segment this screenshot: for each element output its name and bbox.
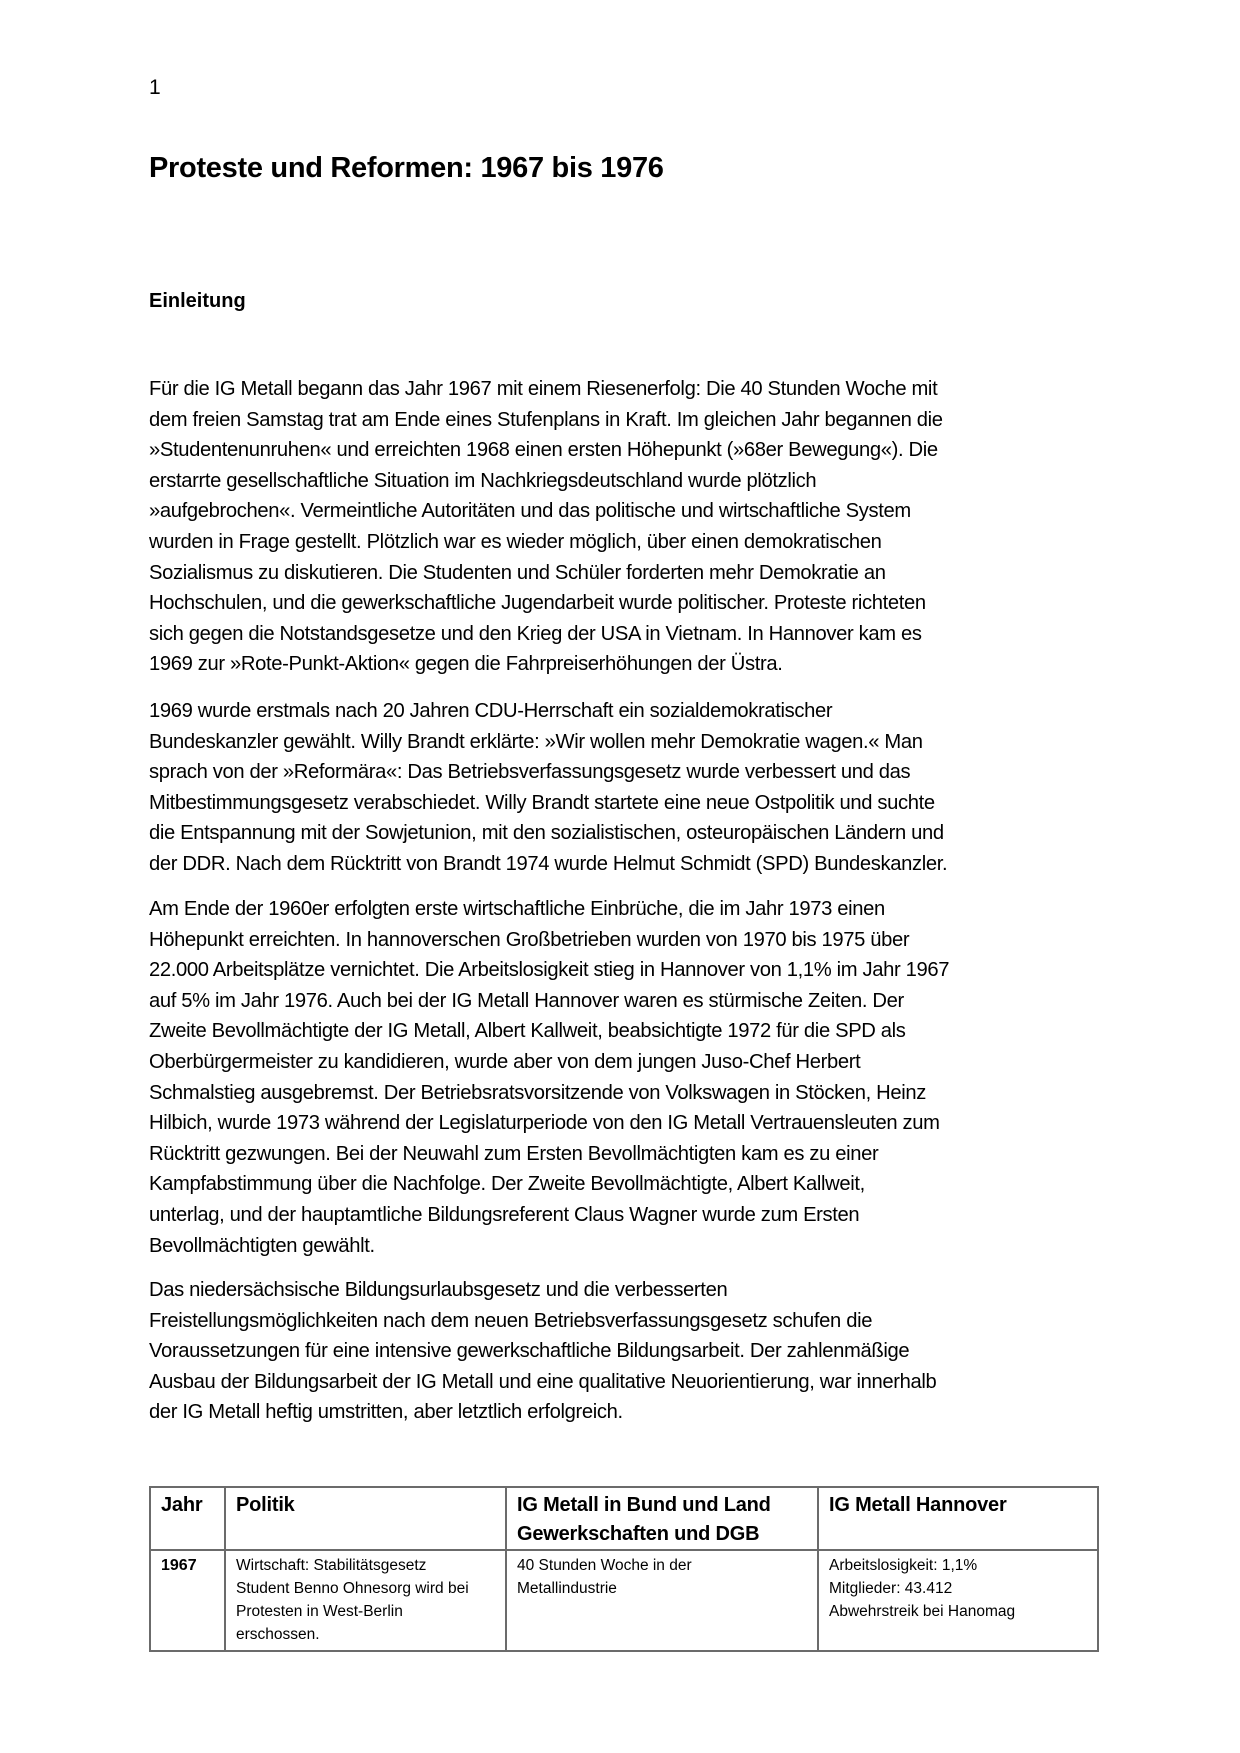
cell-line: Arbeitslosigkeit: 1,1% (829, 1557, 978, 1574)
text-line: Zweite Bevollmächtigte der IG Metall, Albert Kallweit, beabsichtigte 1972 für die SPD als (149, 1020, 906, 1043)
cell-line: 40 Stunden Woche in der (517, 1557, 692, 1574)
cell-line: Protesten in West-Berlin (236, 1603, 403, 1620)
text-line: unterlag, und der hauptamtliche Bildungsreferent Claus Wagner wurde zum Ersten (149, 1203, 860, 1226)
text-line: erstarrte gesellschaftliche Situation im Nachkriegsdeutschland wurde plötzlich (149, 469, 817, 492)
cell-line: erschossen. (236, 1626, 320, 1643)
paragraph-2 (149, 696, 1099, 880)
header-politik: Politik (225, 1487, 506, 1550)
paragraph-3 (149, 894, 1099, 1261)
cell-bund (506, 1550, 818, 1651)
text-line: Voraussetzungen für eine intensive gewerkschaftliche Bildungsarbeit. Der zahlenmäßige (149, 1340, 910, 1363)
cell-line: Student Benno Ohnesorg wird bei (236, 1580, 469, 1597)
text-line: »aufgebrochen«. Vermeintliche Autoritäten und das politische und wirtschaftliche System (149, 500, 911, 523)
text-line: 1969 wurde erstmals nach 20 Jahren CDU-Herrschaft ein sozialdemokratischer (149, 700, 833, 722)
text-line: der DDR. Nach dem Rücktritt von Brandt 1974 wurde Helmut Schmidt (SPD) Bundeskanzler. (149, 852, 948, 875)
page-title: Proteste und Reformen: 1967 bis 1976 (149, 152, 664, 184)
text-line: Mitbestimmungsgesetz verabschiedet. Willy Brandt startete eine neue Ostpolitik und suchte (149, 791, 935, 814)
text-line: Höhepunkt erreichten. In hannoverschen Großbetrieben wurden von 1970 bis 1975 über (149, 928, 910, 951)
cell-politik (225, 1550, 506, 1651)
paragraph-1 (149, 374, 1099, 680)
text-line: Freistellungsmöglichkeiten nach dem neuen Betriebsverfassungsgesetz schufen die (149, 1309, 873, 1332)
cell-line: Wirtschaft: Stabilitätsgesetz (236, 1557, 427, 1574)
text-line: Oberbürgermeister zu kandidieren, wurde aber von dem jungen Juso-Chef Herbert (149, 1050, 861, 1073)
text-line: die Entspannung mit der Sowjetunion, mit den sozialistischen, osteuropäischen Ländern und (149, 822, 944, 845)
text-line: Für die IG Metall begann das Jahr 1967 mit einem Riesenerfolg: Die 40 Stunden Woche mit (149, 378, 938, 400)
text-line: 22.000 Arbeitsplätze vernichtet. Die Arbeitslosigkeit stieg in Hannover von 1,1% im Jahr 1967 (149, 959, 950, 982)
text-line: Hilbich, wurde 1973 während der Legislaturperiode von den IG Metall Vertrauensleuten zum (149, 1112, 940, 1135)
timeline-table (149, 1486, 1099, 1652)
page-number: 1 (149, 76, 161, 99)
text-line: Sozialismus zu diskutieren. Die Studenten und Schüler forderten mehr Demokratie an (149, 561, 886, 584)
text-line: der IG Metall heftig umstritten, aber letztlich erfolgreich. (149, 1401, 623, 1424)
header-line: IG Metall in Bund und Land (517, 1494, 771, 1516)
header-ig-metall-hannover: IG Metall Hannover (818, 1487, 1098, 1550)
text-line: »Studentenunruhen« und erreichten 1968 einen ersten Höhepunkt (»68er Bewegung«). Die (149, 439, 938, 462)
text-line: auf 5% im Jahr 1976. Auch bei der IG Metall Hannover waren es stürmische Zeiten. Der (149, 989, 904, 1012)
text-line: Bevollmächtigten gewählt. (149, 1234, 375, 1257)
text-line: sprach von der »Reformära«: Das Betriebsverfassungsgesetz wurde verbessert und das (149, 761, 911, 784)
paragraph-4 (149, 1275, 1099, 1428)
text-line: Am Ende der 1960er erfolgten erste wirtschaftliche Einbrüche, die im Jahr 1973 einen (149, 898, 885, 920)
text-line: wurden in Frage gestellt. Plötzlich war es wieder möglich, über einen demokratischen (149, 530, 882, 553)
section-heading-einleitung: Einleitung (149, 290, 246, 312)
text-line: Das niedersächsische Bildungsurlaubsgesetz und die verbesserten (149, 1279, 728, 1301)
text-line: Bundeskanzler gewählt. Willy Brandt erklärte: »Wir wollen mehr Demokratie wagen.« Man (149, 730, 923, 753)
cell-line: Metallindustrie (517, 1580, 617, 1597)
cell-line: Abwehrstreik bei Hanomag (829, 1603, 1016, 1620)
text-line: Rücktritt gezwungen. Bei der Neuwahl zum Ersten Bevollmächtigten kam es zu einer (149, 1142, 879, 1165)
cell-line: Mitglieder: 43.412 (829, 1580, 953, 1597)
text-line: 1969 zur »Rote-Punkt-Aktion« gegen die Fahrpreiserhöhungen der Üstra. (149, 653, 783, 676)
text-line: sich gegen die Notstandsgesetze und den Krieg der USA in Vietnam. In Hannover kam es (149, 622, 922, 645)
table-row (150, 1550, 1098, 1651)
text-line: Ausbau der Bildungsarbeit der IG Metall und eine qualitative Neuorientierung, war innerhalb (149, 1370, 937, 1393)
cell-year: 1967 (150, 1550, 225, 1651)
text-line: dem freien Samstag trat am Ende eines Stufenplans in Kraft. Im gleichen Jahr begannen die (149, 408, 943, 431)
text-line: Hochschulen, und die gewerkschaftliche Jugendarbeit wurde politischer. Proteste richteten (149, 592, 926, 615)
header-line: Gewerkschaften und DGB (517, 1523, 760, 1545)
header-jahr: Jahr (150, 1487, 225, 1550)
table-header-row (150, 1487, 1098, 1550)
cell-hannover (818, 1550, 1098, 1651)
text-line: Schmalstieg ausgebremst. Der Betriebsratsvorsitzende von Volkswagen in Stöcken, Heinz (149, 1081, 927, 1104)
text-line: Kampfabstimmung über die Nachfolge. Der Zweite Bevollmächtigte, Albert Kallweit, (149, 1173, 865, 1196)
header-ig-metall-bund (506, 1487, 818, 1550)
